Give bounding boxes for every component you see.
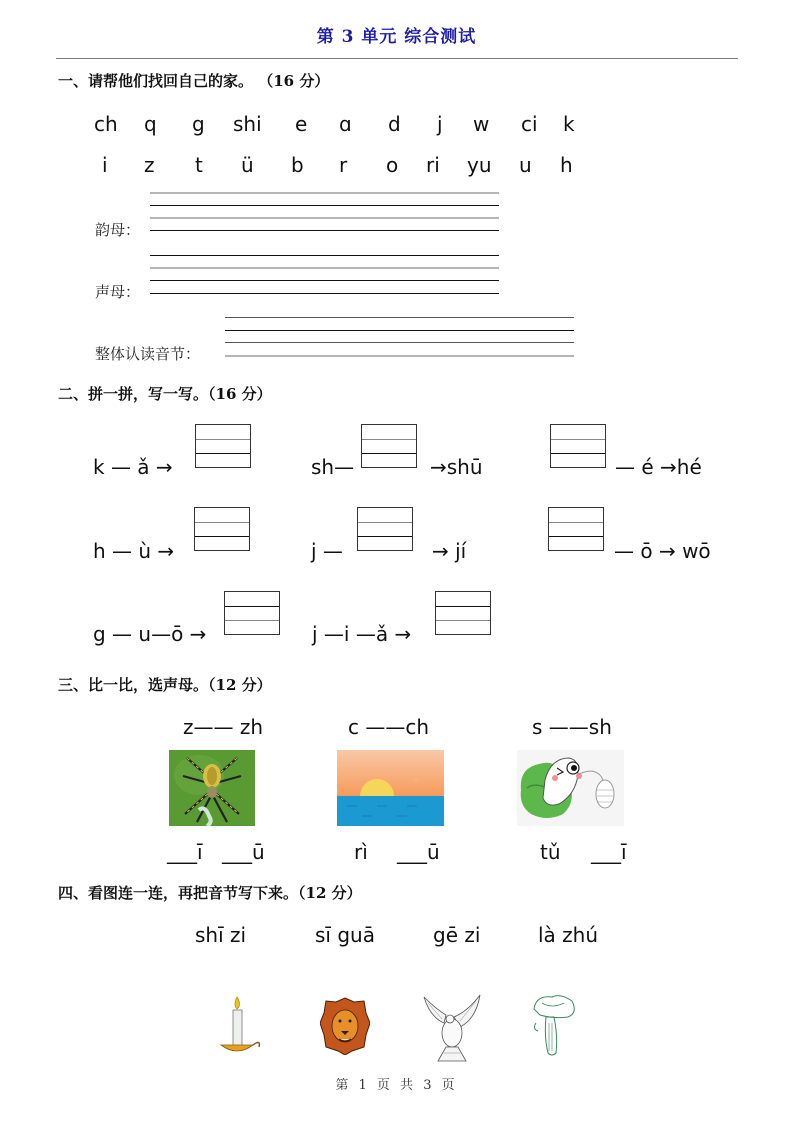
spell-before: sh— <box>311 455 355 479</box>
finals-label: 韵母： <box>95 221 141 239</box>
spell-before: j —i —ǎ → <box>312 622 412 646</box>
pinyin-item: ü <box>241 153 254 177</box>
spell-before: j — <box>311 539 343 563</box>
section3-heading: 三、比一比，选声母。（12 分） <box>58 676 272 694</box>
writing-line <box>150 217 499 219</box>
loofah-image[interactable] <box>530 993 578 1057</box>
whole-syllables-label: 整体认读音节： <box>95 345 201 363</box>
section2-heading: 二、拼一拼，写一写。（16 分） <box>58 385 272 403</box>
word-pinyin[interactable]: sī guā <box>315 923 375 947</box>
writing-line <box>225 317 574 318</box>
word-pinyin[interactable]: là zhú <box>538 923 599 947</box>
pinyin-item: ci <box>521 112 538 136</box>
initial-pair: c ——ch <box>348 715 430 739</box>
pinyin-item: k <box>563 112 575 136</box>
spell-after: — ō → wō <box>614 539 711 563</box>
pinyin-item: u <box>519 153 532 177</box>
silkworm-image <box>517 750 624 826</box>
section1-heading: 一、请帮他们找回自己的家。 （16 分） <box>58 72 330 90</box>
writing-line <box>150 205 499 206</box>
pinyin-item: g <box>192 112 205 136</box>
header-divider <box>56 58 738 59</box>
pinyin-item: shi <box>233 112 262 136</box>
writing-line <box>150 280 499 281</box>
spell-after: — é →hé <box>615 455 702 479</box>
spell-after: →shū <box>430 455 483 479</box>
writing-line <box>150 192 499 194</box>
pinyin-item: t <box>195 153 203 177</box>
answer-blank[interactable]: ___ū <box>222 840 265 864</box>
answer-box[interactable] <box>195 424 251 468</box>
answer-box[interactable] <box>194 507 250 551</box>
spell-after: → jí <box>432 539 467 563</box>
answer-box[interactable] <box>224 591 280 635</box>
initial-pair: s ——sh <box>532 715 612 739</box>
pinyin-item: w <box>473 112 490 136</box>
lion-image[interactable] <box>320 997 370 1055</box>
pinyin-item: o <box>386 153 399 177</box>
sunset-image <box>337 750 444 826</box>
answer-box[interactable] <box>550 424 606 468</box>
answer-blank[interactable]: ___ī <box>167 840 203 864</box>
writing-line[interactable] <box>225 355 574 357</box>
initial-pair: z—— zh <box>183 715 264 739</box>
pinyin-item: r <box>339 153 348 177</box>
pinyin-item: z <box>144 153 155 177</box>
page-title: 第 3 单元 综合测试 <box>316 27 477 47</box>
answer-box[interactable] <box>435 591 491 635</box>
writing-line[interactable] <box>150 230 499 231</box>
pinyin-item: q <box>144 112 157 136</box>
pinyin-item: h <box>560 153 573 177</box>
word-pinyin[interactable]: gē zi <box>433 923 481 947</box>
answer-blank[interactable]: ___ū <box>397 840 440 864</box>
pinyin-item: e <box>295 112 308 136</box>
candle-image[interactable] <box>215 995 265 1057</box>
spell-before: h — ù → <box>93 539 175 563</box>
answer-blank[interactable]: ___ī <box>591 840 627 864</box>
writing-line <box>150 267 499 269</box>
pinyin-item: b <box>291 153 304 177</box>
pinyin-item: ch <box>94 112 118 136</box>
initials-label: 声母： <box>95 283 141 301</box>
spell-before: k — ǎ → <box>93 455 173 479</box>
page-number: 第 1 页 共 3 页 <box>335 1078 458 1093</box>
pinyin-item: i <box>102 153 108 177</box>
answer-box[interactable] <box>548 507 604 551</box>
answer-box[interactable] <box>357 507 413 551</box>
pinyin-text: tǔ <box>540 840 561 864</box>
pinyin-item: ɑ <box>339 112 352 136</box>
pinyin-text: rì <box>354 840 368 864</box>
writing-line <box>225 330 574 331</box>
writing-line <box>150 255 499 256</box>
pinyin-item: yu <box>467 153 492 177</box>
spider-image <box>169 750 255 826</box>
pinyin-item: j <box>437 112 443 136</box>
dove-image[interactable] <box>420 993 484 1063</box>
writing-line[interactable] <box>150 293 499 294</box>
writing-line <box>225 342 574 343</box>
word-pinyin[interactable]: shī zi <box>195 923 247 947</box>
spell-before: g — u—ō → <box>93 622 207 646</box>
pinyin-item: ri <box>426 153 440 177</box>
section4-heading: 四、看图连一连，再把音节写下来。（12 分） <box>58 884 362 902</box>
pinyin-item: d <box>388 112 401 136</box>
answer-box[interactable] <box>361 424 417 468</box>
